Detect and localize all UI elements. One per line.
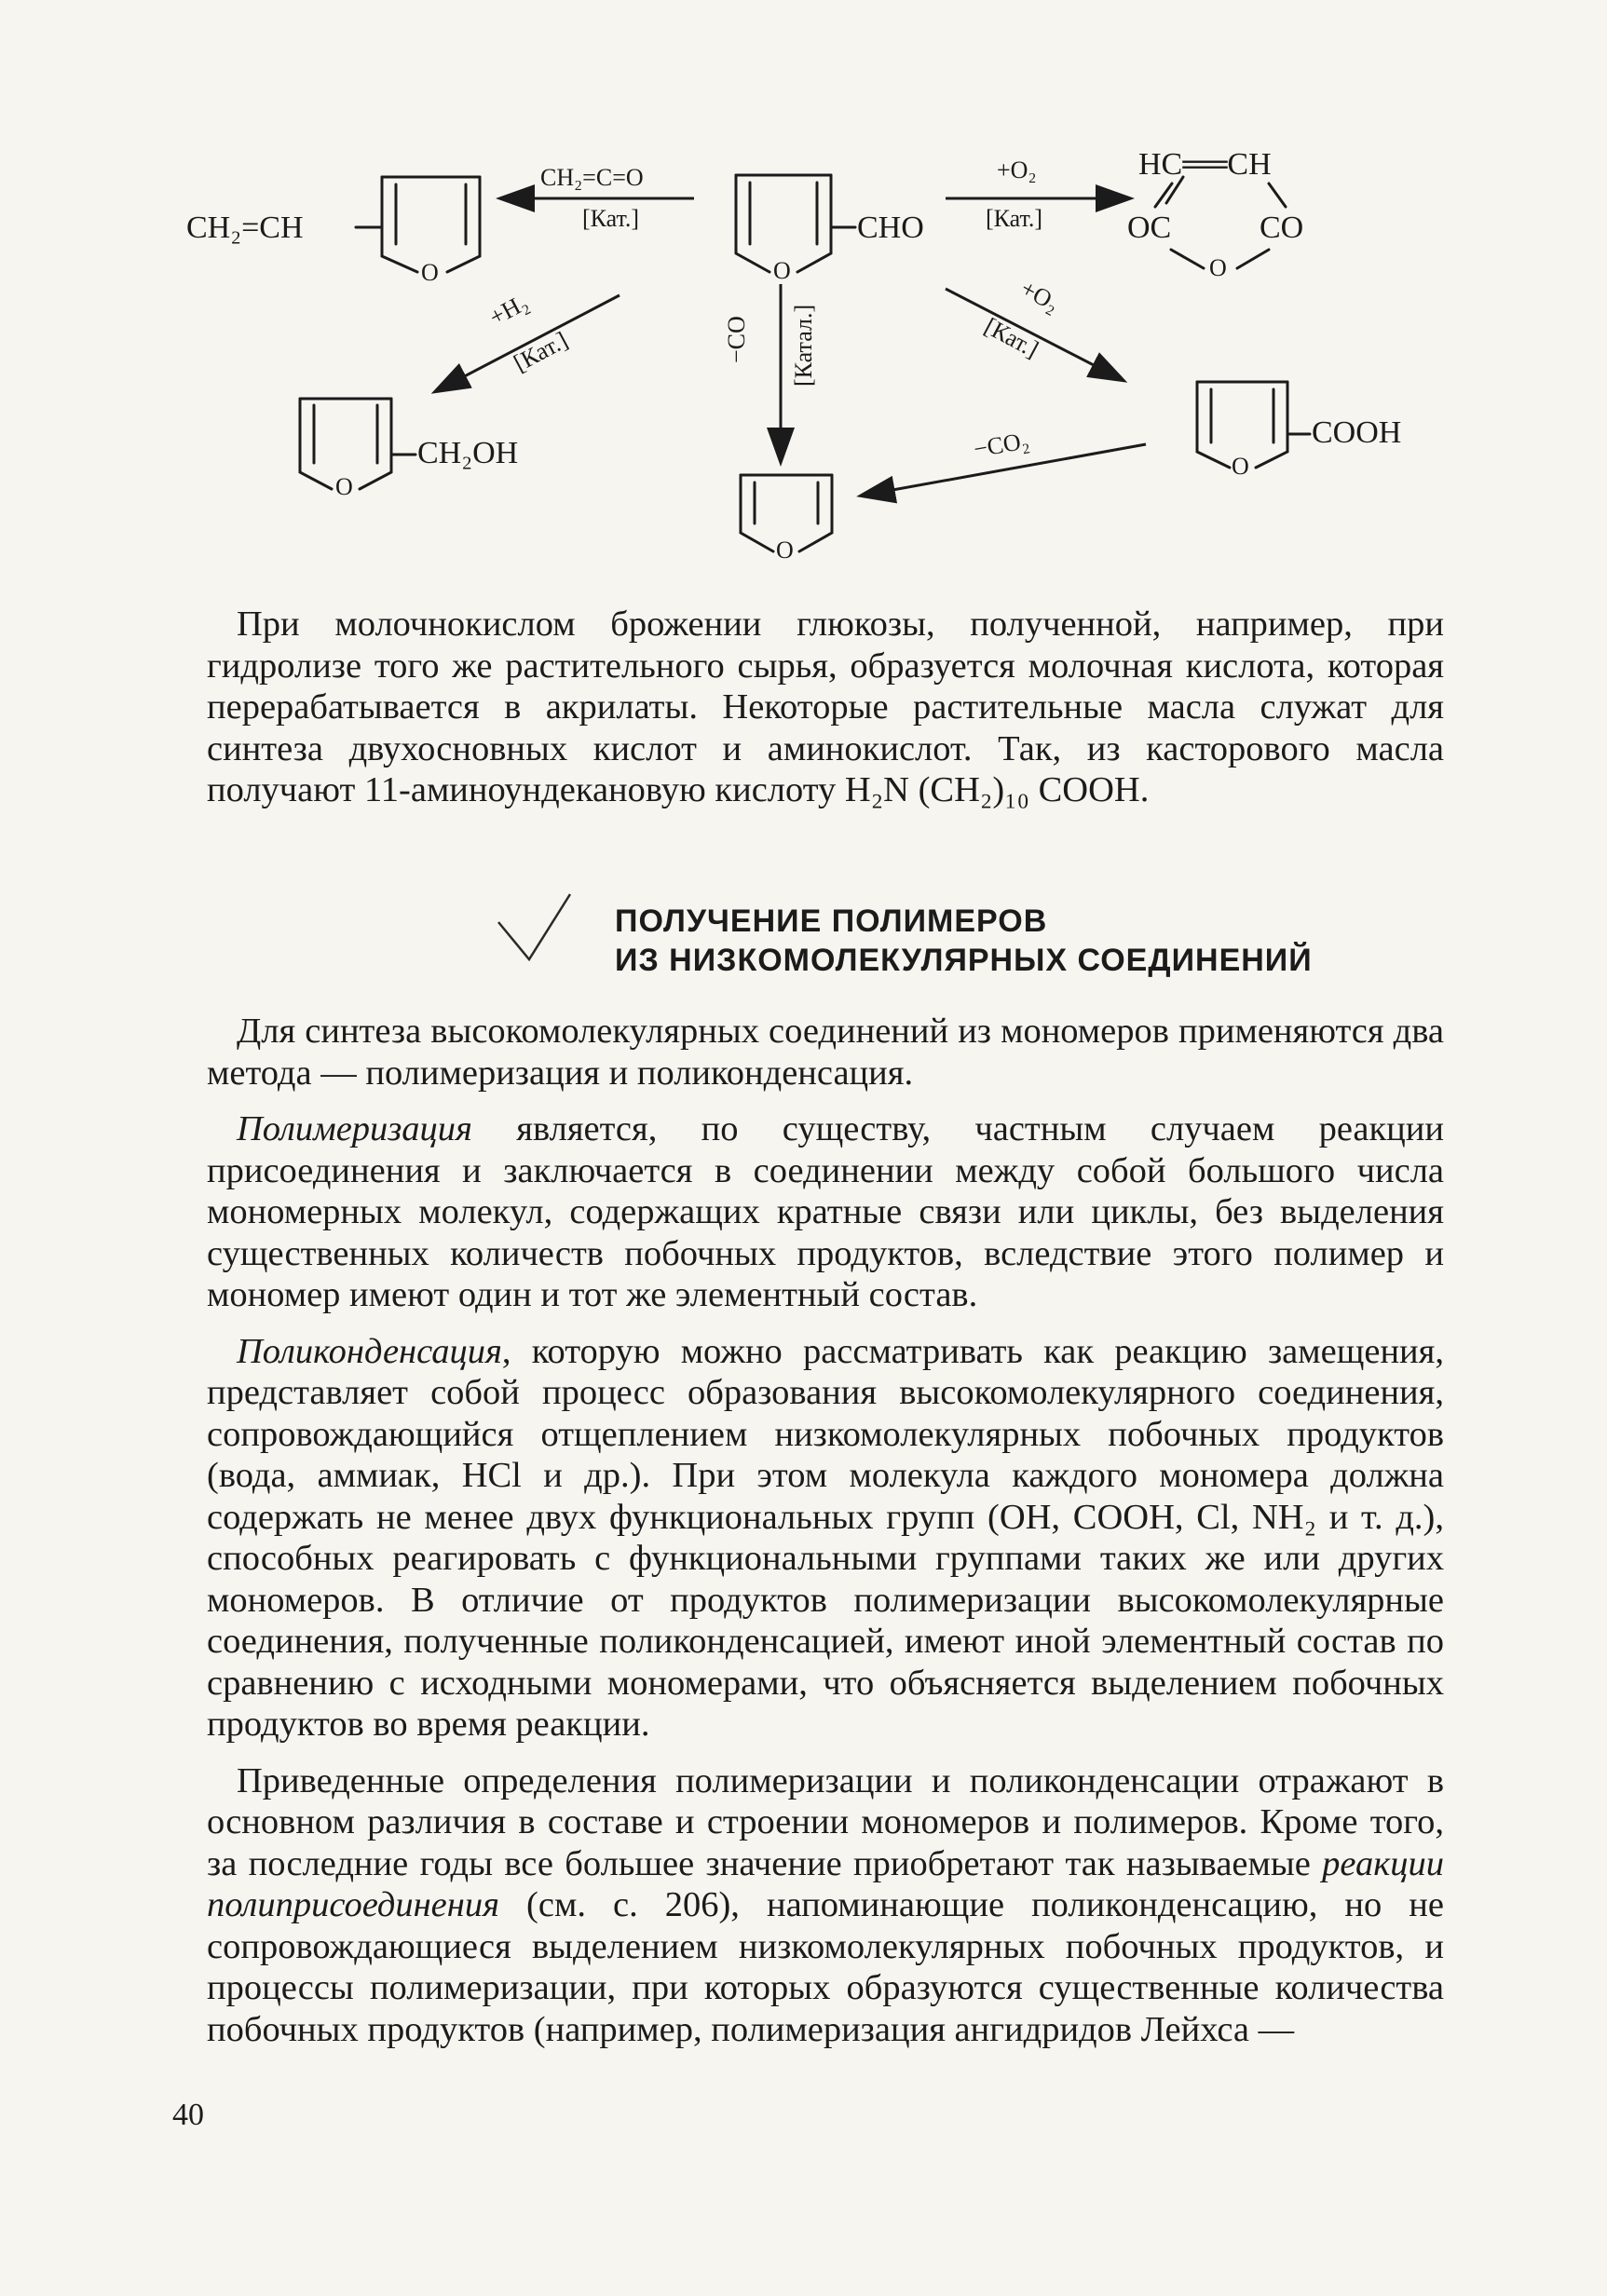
paragraph-methods: Для синтеза высокомолекулярных соединений из мономеров применяются два метода — полимеризация и поликонденсация. bbox=[207, 1012, 1444, 1093]
paragraph-polycondensation bbox=[207, 1331, 1444, 1746]
maleic-top-label: HC══CH bbox=[1138, 147, 1272, 182]
polycondensation-text: , которую можно рассматривать как реакцию замещения, представляет собой процесс образования высокомолекулярного соединения, сопровождающийся отщеплением низкомолекулярных побочных продуктов (вода, аммиак, HCl и др.). При этом молекула каждого мономера должна содержать не менее двух функциональных групп (OH, COOH, Cl, NH₂ и т. д.), способных реагировать с функциональными группами таких же или других мономеров. В отличие от продуктов полимеризации высокомолекулярные соединения, полученные поликонденсацией, имеют иной элементный состав по сравнению с исходными мономерами, что объясняется выделением побочных продуктов во время реакции. bbox=[207, 1331, 1444, 1744]
definitions-text-end: (см. с. 206), напоминающие поликонденсацию, но не сопровождающиеся выделением низкомолекулярных побочных продуктов, и процессы полимеризации, при которых образуются существенные количества побочных продуктов (например, полимеризация ангидридов Лейхса — bbox=[207, 1885, 1444, 2049]
co2-loss-label: −CO₂ bbox=[971, 427, 1031, 463]
maleic-left-carbonyl: OC bbox=[1127, 211, 1172, 245]
ketene-reagent-label: CH₂=C=O bbox=[540, 164, 644, 191]
ring-oxygen-1: O bbox=[421, 259, 439, 286]
maleic-ring-oxygen: O bbox=[1209, 254, 1227, 281]
hydrogen-reagent-label: +H₂ bbox=[484, 288, 533, 332]
page-number: 40 bbox=[172, 2098, 204, 2132]
polymerization-text: является, по существу, частным случаем реакции присоединения и заключается в соединении между собой большого числа мономерных молекул, содержащих кратные связи или циклы, без выделения существенных количеств побочных продуктов, вследствие этого полимер и мономер имеют один и тот же элементный состав. bbox=[207, 1109, 1444, 1314]
paragraph-lactic-fermentation bbox=[207, 604, 1444, 811]
main-text bbox=[207, 1011, 1444, 2050]
ring-oxygen-6: O bbox=[776, 537, 794, 564]
vinyl-group-label: CH₂=CH bbox=[186, 211, 304, 245]
oxidation-catalyst-label-1: [Кат.] bbox=[986, 205, 1043, 232]
term-polymerization: Полимеризация bbox=[237, 1109, 472, 1148]
scheme-drawing bbox=[0, 0, 1607, 605]
oxygen-reagent-label-1: +O₂ bbox=[997, 156, 1037, 183]
term-polyaddition: реакции полиприсоединения bbox=[207, 1843, 1444, 1924]
ring-oxygen-4: O bbox=[335, 473, 353, 500]
decarbonylation-catalyst-label: [Катал.] bbox=[790, 304, 817, 387]
check-mark bbox=[498, 894, 570, 959]
paragraph-definitions bbox=[207, 1760, 1444, 2051]
heading-line-2: ИЗ НИЗКОМОЛЕКУЛЯРНЫХ СОЕДИНЕНИЙ bbox=[615, 943, 1313, 978]
ketene-catalyst-label: [Кат.] bbox=[582, 205, 640, 232]
cooh-group-label: COOH bbox=[1312, 415, 1402, 450]
section-heading bbox=[615, 902, 1379, 980]
term-polycondensation: Поликонденсация bbox=[237, 1331, 502, 1371]
ring-oxygen-2: O bbox=[773, 257, 791, 284]
paragraph-polymerization bbox=[207, 1108, 1444, 1316]
ch2oh-group-label: CH₂OH bbox=[417, 436, 519, 470]
heading-line-1: ПОЛУЧЕНИЕ ПОЛИМЕРОВ bbox=[615, 903, 1048, 939]
ring-oxygen-5: O bbox=[1232, 453, 1249, 480]
co-loss-label: −CO bbox=[723, 316, 750, 363]
oxygen-reagent-label-2: +O₂ bbox=[1015, 274, 1065, 318]
hydrogenation-catalyst-label: [Кат.] bbox=[509, 326, 573, 377]
definitions-text-start: Приведенные определения полимеризации и поликонденсации отражают в основном различия в составе и строении мономеров и полимеров. Кроме того, за последние годы все большее значение приобретают так называемые bbox=[207, 1760, 1444, 1883]
paragraph-lactic-text: При молочнокислом брожении глюкозы, полученной, например, при гидролизе того же растительного сырья, образуется молочная кислота, которая перерабатывается в акрилаты. Некоторые растительные масла служат для синтеза двухосновных кислот и аминокислот. Так, из касторового масла получают 11-аминоундекановую кислоту H₂N (CH₂)₁₀ COOH. bbox=[207, 605, 1444, 809]
cho-group-label: CHO bbox=[857, 211, 924, 245]
furan-ring-vinyl bbox=[382, 177, 480, 272]
oxidation-catalyst-label-2: [Кат.] bbox=[980, 312, 1043, 363]
maleic-right-carbonyl: CO bbox=[1260, 211, 1304, 245]
